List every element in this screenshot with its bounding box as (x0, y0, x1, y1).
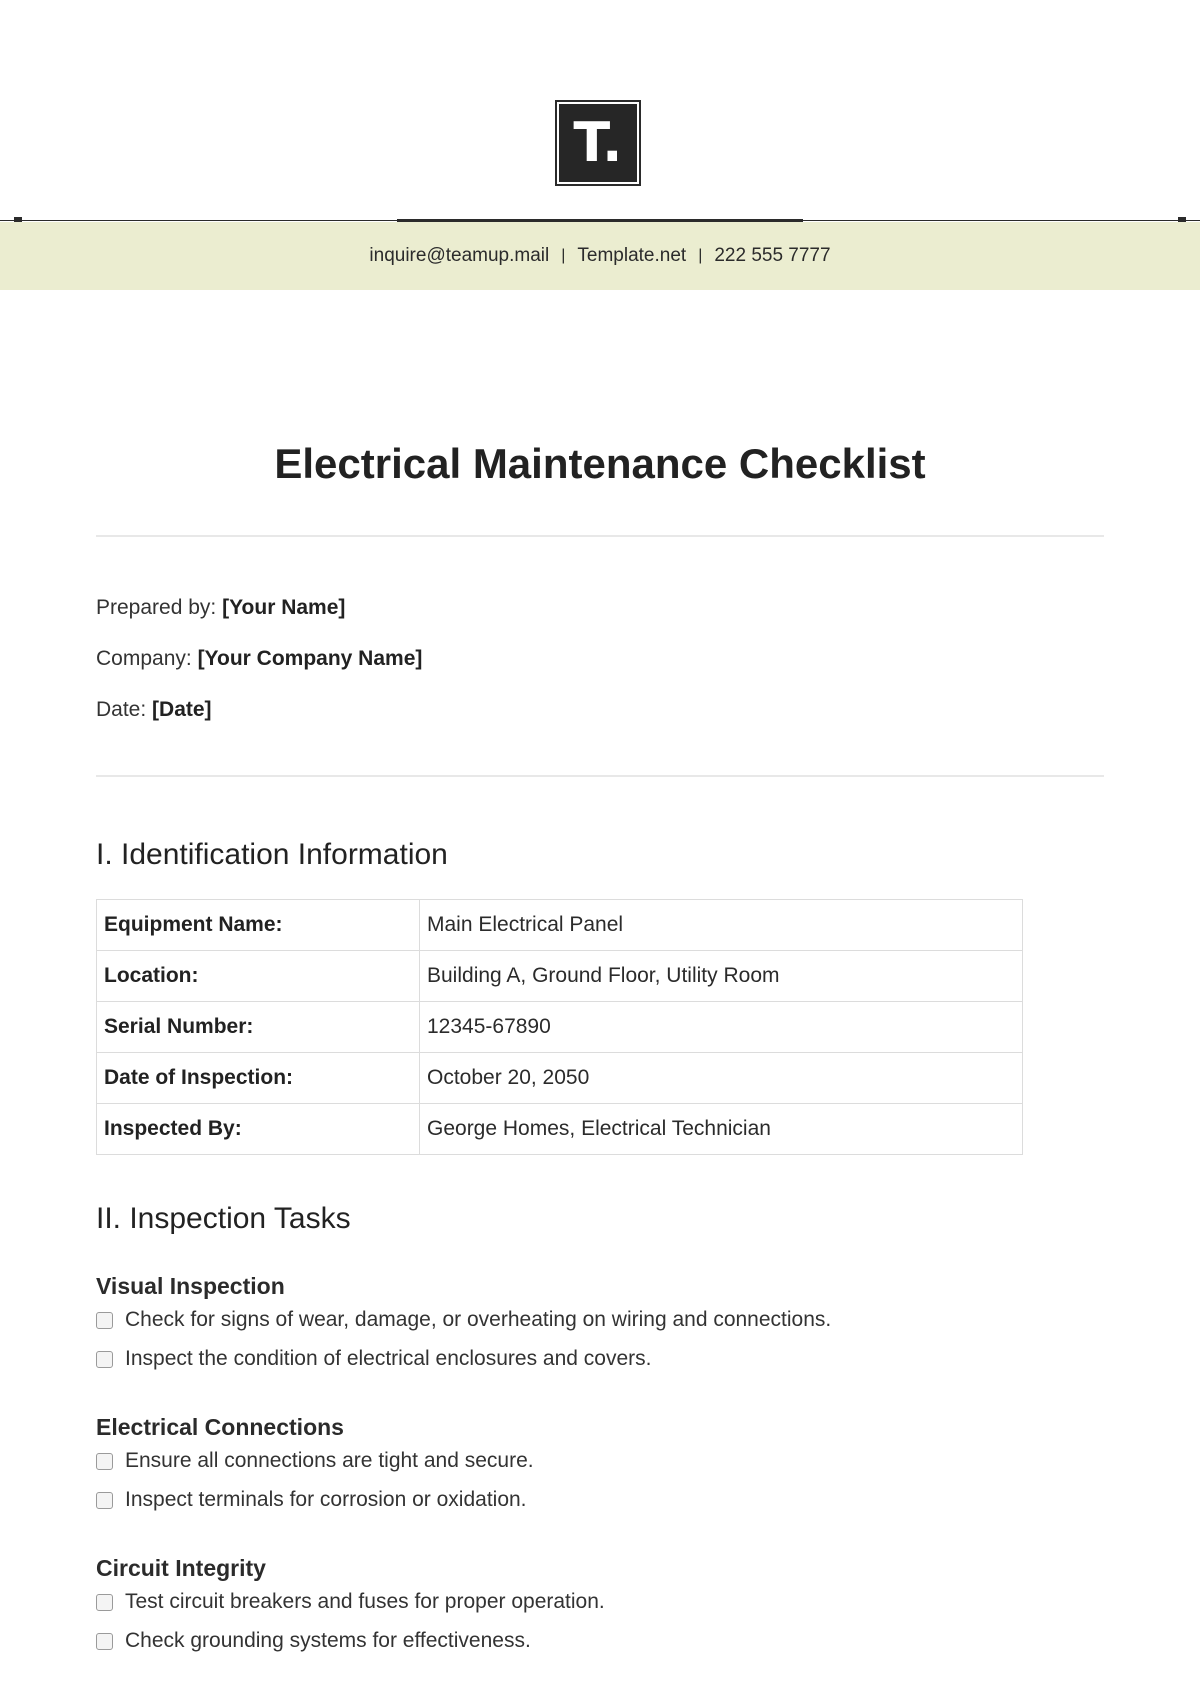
checklist-item (96, 1590, 605, 1614)
divider (96, 775, 1104, 777)
meta-date (96, 698, 212, 722)
contact-separator: | (561, 247, 566, 264)
meta-company (96, 647, 422, 671)
task-text: Check for signs of wear, damage, or overheating on wiring and connections. (125, 1308, 832, 1331)
group-title-electrical-connections: Electrical Connections (96, 1414, 344, 1440)
table-row (97, 951, 1023, 1002)
section-heading-identification: I. Identification Information (96, 838, 448, 871)
group-title-visual-inspection: Visual Inspection (96, 1273, 285, 1299)
divider (96, 535, 1104, 537)
checklist-item (96, 1308, 831, 1332)
meta-label: Company: (96, 647, 192, 670)
contact-website[interactable]: Template.net (577, 245, 687, 266)
table-row (97, 1104, 1023, 1155)
task-text: Inspect the condition of electrical enclosures and covers. (125, 1347, 652, 1370)
document-title: Electrical Maintenance Checklist (274, 440, 926, 487)
checklist-item (96, 1629, 531, 1653)
row-label: Date of Inspection: (97, 1053, 420, 1104)
row-label: Inspected By: (97, 1104, 420, 1155)
company-logo (555, 100, 645, 190)
checkbox[interactable] (96, 1594, 113, 1611)
table-row (97, 1053, 1023, 1104)
table-row (97, 900, 1023, 951)
identification-table (96, 899, 1023, 1155)
row-label: Location: (97, 951, 420, 1002)
task-text: Ensure all connections are tight and secure. (125, 1449, 534, 1472)
contact-bar (0, 222, 1200, 290)
logo-frame (555, 100, 641, 186)
contact-separator: | (698, 247, 703, 264)
meta-prepared-by (96, 596, 345, 620)
meta-value: [Your Name] (222, 596, 346, 619)
section-heading-inspection: II. Inspection Tasks (96, 1202, 351, 1235)
checkbox[interactable] (96, 1351, 113, 1368)
row-value: George Homes, Electrical Technician (420, 1104, 1023, 1155)
contact-email[interactable]: inquire@teamup.mail (369, 245, 550, 266)
row-label: Serial Number: (97, 1002, 420, 1053)
row-value: Building A, Ground Floor, Utility Room (420, 951, 1023, 1002)
checkbox[interactable] (96, 1312, 113, 1329)
task-text: Check grounding systems for effectiveness. (125, 1629, 531, 1652)
checkbox[interactable] (96, 1633, 113, 1650)
meta-value: [Date] (152, 698, 212, 721)
row-value: October 20, 2050 (420, 1053, 1023, 1104)
table-row (97, 1002, 1023, 1053)
checkbox[interactable] (96, 1492, 113, 1509)
meta-value: [Your Company Name] (197, 647, 423, 670)
checklist-item (96, 1347, 651, 1371)
checklist-item (96, 1449, 534, 1473)
meta-label: Date: (96, 698, 147, 721)
meta-label: Prepared by: (96, 596, 217, 619)
task-text: Inspect terminals for corrosion or oxidation. (125, 1488, 527, 1511)
checklist-item (96, 1488, 527, 1512)
row-label: Equipment Name: (97, 900, 420, 951)
task-text: Test circuit breakers and fuses for proper operation. (125, 1590, 605, 1613)
logo-letter: T. (559, 104, 637, 182)
row-value: Main Electrical Panel (420, 900, 1023, 951)
group-title-circuit-integrity: Circuit Integrity (96, 1555, 266, 1581)
row-value: 12345-67890 (420, 1002, 1023, 1053)
contact-phone: 222 555 7777 (714, 245, 831, 266)
checkbox[interactable] (96, 1453, 113, 1470)
